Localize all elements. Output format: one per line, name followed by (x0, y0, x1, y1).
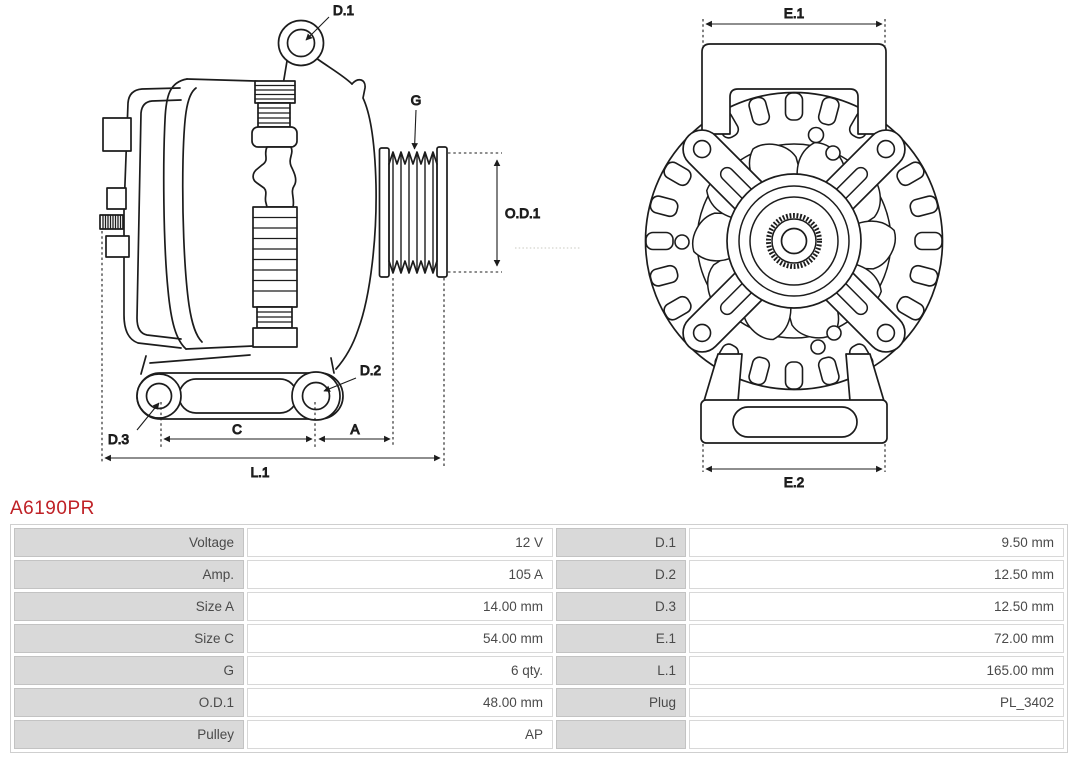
part-number: A6190PR (10, 498, 95, 519)
spec-label: D.1 (556, 528, 686, 557)
label-d1: D.1 (333, 3, 355, 18)
spec-value: 6 qty. (247, 656, 553, 685)
table-row (14, 688, 1064, 717)
table-row (14, 720, 1064, 749)
spec-table (10, 524, 1068, 753)
label-e1: E.1 (783, 6, 805, 21)
spec-label: O.D.1 (14, 688, 244, 717)
spec-value: 12.50 mm (689, 592, 1064, 621)
spec-label: L.1 (556, 656, 686, 685)
spec-label: E.1 (556, 624, 686, 653)
label-g: G (410, 93, 422, 108)
pulley-side-view (380, 147, 448, 277)
spec-value: 9.50 mm (689, 528, 1064, 557)
table-row (14, 656, 1064, 685)
spec-value: 48.00 mm (247, 688, 553, 717)
label-e2: E.2 (783, 475, 805, 490)
spec-label: D.3 (556, 592, 686, 621)
spec-value: 72.00 mm (689, 624, 1064, 653)
pulley-front-view (727, 174, 861, 308)
table-row (14, 592, 1064, 621)
leader-g (415, 110, 417, 149)
spec-label: Size C (14, 624, 244, 653)
spec-value (689, 720, 1064, 749)
spec-label: Size A (14, 592, 244, 621)
rear-connectors (100, 118, 131, 257)
spec-value: 12 V (247, 528, 553, 557)
bottom-mounting-lugs (137, 355, 343, 420)
spec-value: 105 A (247, 560, 553, 589)
spec-value: 54.00 mm (247, 624, 553, 653)
spec-label: Voltage (14, 528, 244, 557)
spec-label (556, 720, 686, 749)
label-c: C (232, 422, 242, 437)
spec-value: 12.50 mm (689, 560, 1064, 589)
spec-value: PL_3402 (689, 688, 1064, 717)
front-view-drawing (646, 44, 943, 443)
spec-value: 14.00 mm (247, 592, 553, 621)
label-a: A (350, 422, 360, 437)
table-row (14, 528, 1064, 557)
spec-label: Amp. (14, 560, 244, 589)
label-od1: O.D.1 (505, 206, 541, 221)
table-row (14, 560, 1064, 589)
center-fin-stack (252, 81, 297, 347)
rear-housing (124, 88, 181, 348)
spec-label: D.2 (556, 560, 686, 589)
table-row (14, 624, 1064, 653)
threaded-stud (100, 215, 123, 229)
label-l1: L.1 (250, 465, 270, 480)
shaft-hole (782, 229, 807, 254)
side-view-drawing (100, 21, 447, 421)
label-d2: D.2 (360, 363, 382, 378)
spec-label: Pulley (14, 720, 244, 749)
label-d3: D.3 (108, 432, 130, 447)
spec-value: AP (247, 720, 553, 749)
spec-label: Plug (556, 688, 686, 717)
spec-label: G (14, 656, 244, 685)
spec-value: 165.00 mm (689, 656, 1064, 685)
